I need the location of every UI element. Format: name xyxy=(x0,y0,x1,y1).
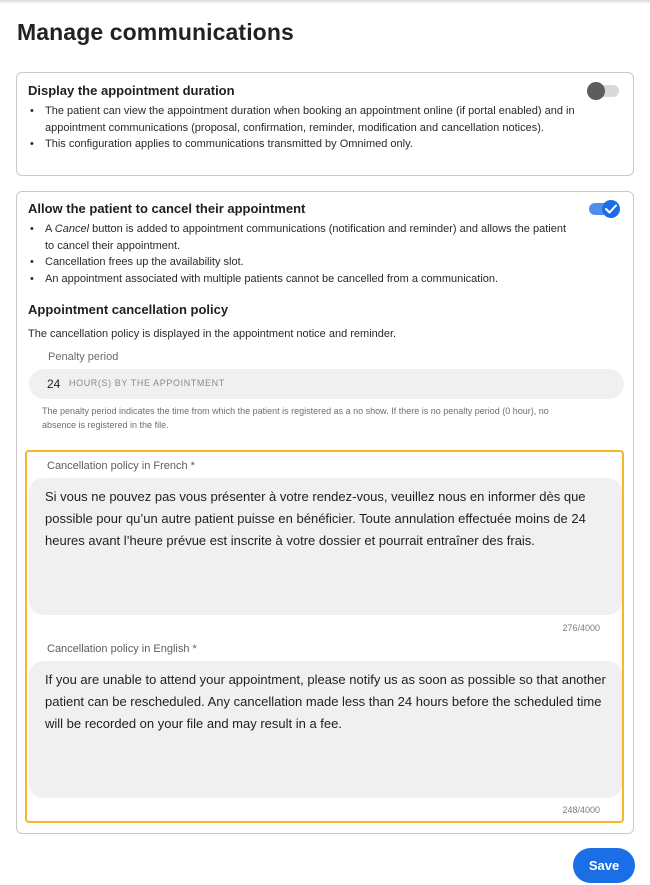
policy-heading: Appointment cancellation policy xyxy=(28,302,229,317)
duration-toggle[interactable] xyxy=(587,81,621,101)
save-button[interactable]: Save xyxy=(573,848,635,883)
cancellation-bullet-3: • An appointment associated with multiple patients cannot be cancelled from a communication. xyxy=(45,271,575,288)
check-icon xyxy=(605,204,617,214)
toggle-knob xyxy=(602,200,620,218)
cancel-keyword: Cancel xyxy=(54,223,90,235)
english-char-counter: 248/4000 xyxy=(562,805,600,815)
penalty-period-unit: HOUR(S) BY THE APPOINTMENT xyxy=(69,378,225,388)
policy-text-fields xyxy=(25,450,624,823)
english-policy-label: Cancellation policy in English * xyxy=(47,643,197,655)
duration-bullets xyxy=(45,103,575,153)
english-policy-textarea[interactable]: If you are unable to attend your appointment, please notify us as soon as possible so that another patient can be rescheduled. Any cancellation made less than 24 hours before the scheduled time will be recorded on your file and may result in a fee. xyxy=(29,661,622,798)
penalty-period-label: Penalty period xyxy=(48,351,119,363)
cancellation-bullet-1: • A Cancel button is added to appointment communications (notification and reminder) and allows the patient to cancel their appointment. xyxy=(45,221,575,254)
cancellation-bullets xyxy=(45,221,575,287)
duration-bullet-1: • The patient can view the appointment duration when booking an appointment online (if portal enabled) and in appointment communications (proposal, confirmation, reminder, modification and cancellation notices). xyxy=(45,103,575,136)
penalty-period-value: 24 xyxy=(47,377,61,391)
cancellation-settings-card xyxy=(16,191,634,834)
policy-description: The cancellation policy is displayed in the appointment notice and reminder. xyxy=(28,328,397,340)
toggle-knob xyxy=(587,82,605,100)
page-title: Manage communications xyxy=(17,19,294,45)
french-policy-label: Cancellation policy in French * xyxy=(47,460,195,472)
cancellation-toggle[interactable] xyxy=(587,199,621,219)
duration-title: Display the appointment duration xyxy=(28,83,235,98)
penalty-period-help: The penalty period indicates the time from which the patient is registered as a no show. If there is no penalty period (0 hour), no absence is registered in the file. xyxy=(42,406,549,430)
french-policy-textarea[interactable]: Si vous ne pouvez pas vous présenter à votre rendez-vous, veuillez nous en informer dès que possible pour qu’un autre patient puisse en bénéficier. Toute annulation effectuée moins de 24 heures avant l’heure prévue est inscrite à votre dossier et pourrait entraîner des frais. xyxy=(29,478,622,615)
cancellation-bullet-2: • Cancellation frees up the availability slot. xyxy=(45,254,575,271)
french-char-counter: 276/4000 xyxy=(562,623,600,633)
top-shadow xyxy=(0,0,650,4)
penalty-period-input[interactable] xyxy=(29,369,624,399)
duration-bullet-2: • This configuration applies to communications transmitted by Omnimed only. xyxy=(45,136,575,153)
duration-settings-card xyxy=(16,72,634,176)
cancellation-title: Allow the patient to cancel their appointment xyxy=(28,201,306,216)
